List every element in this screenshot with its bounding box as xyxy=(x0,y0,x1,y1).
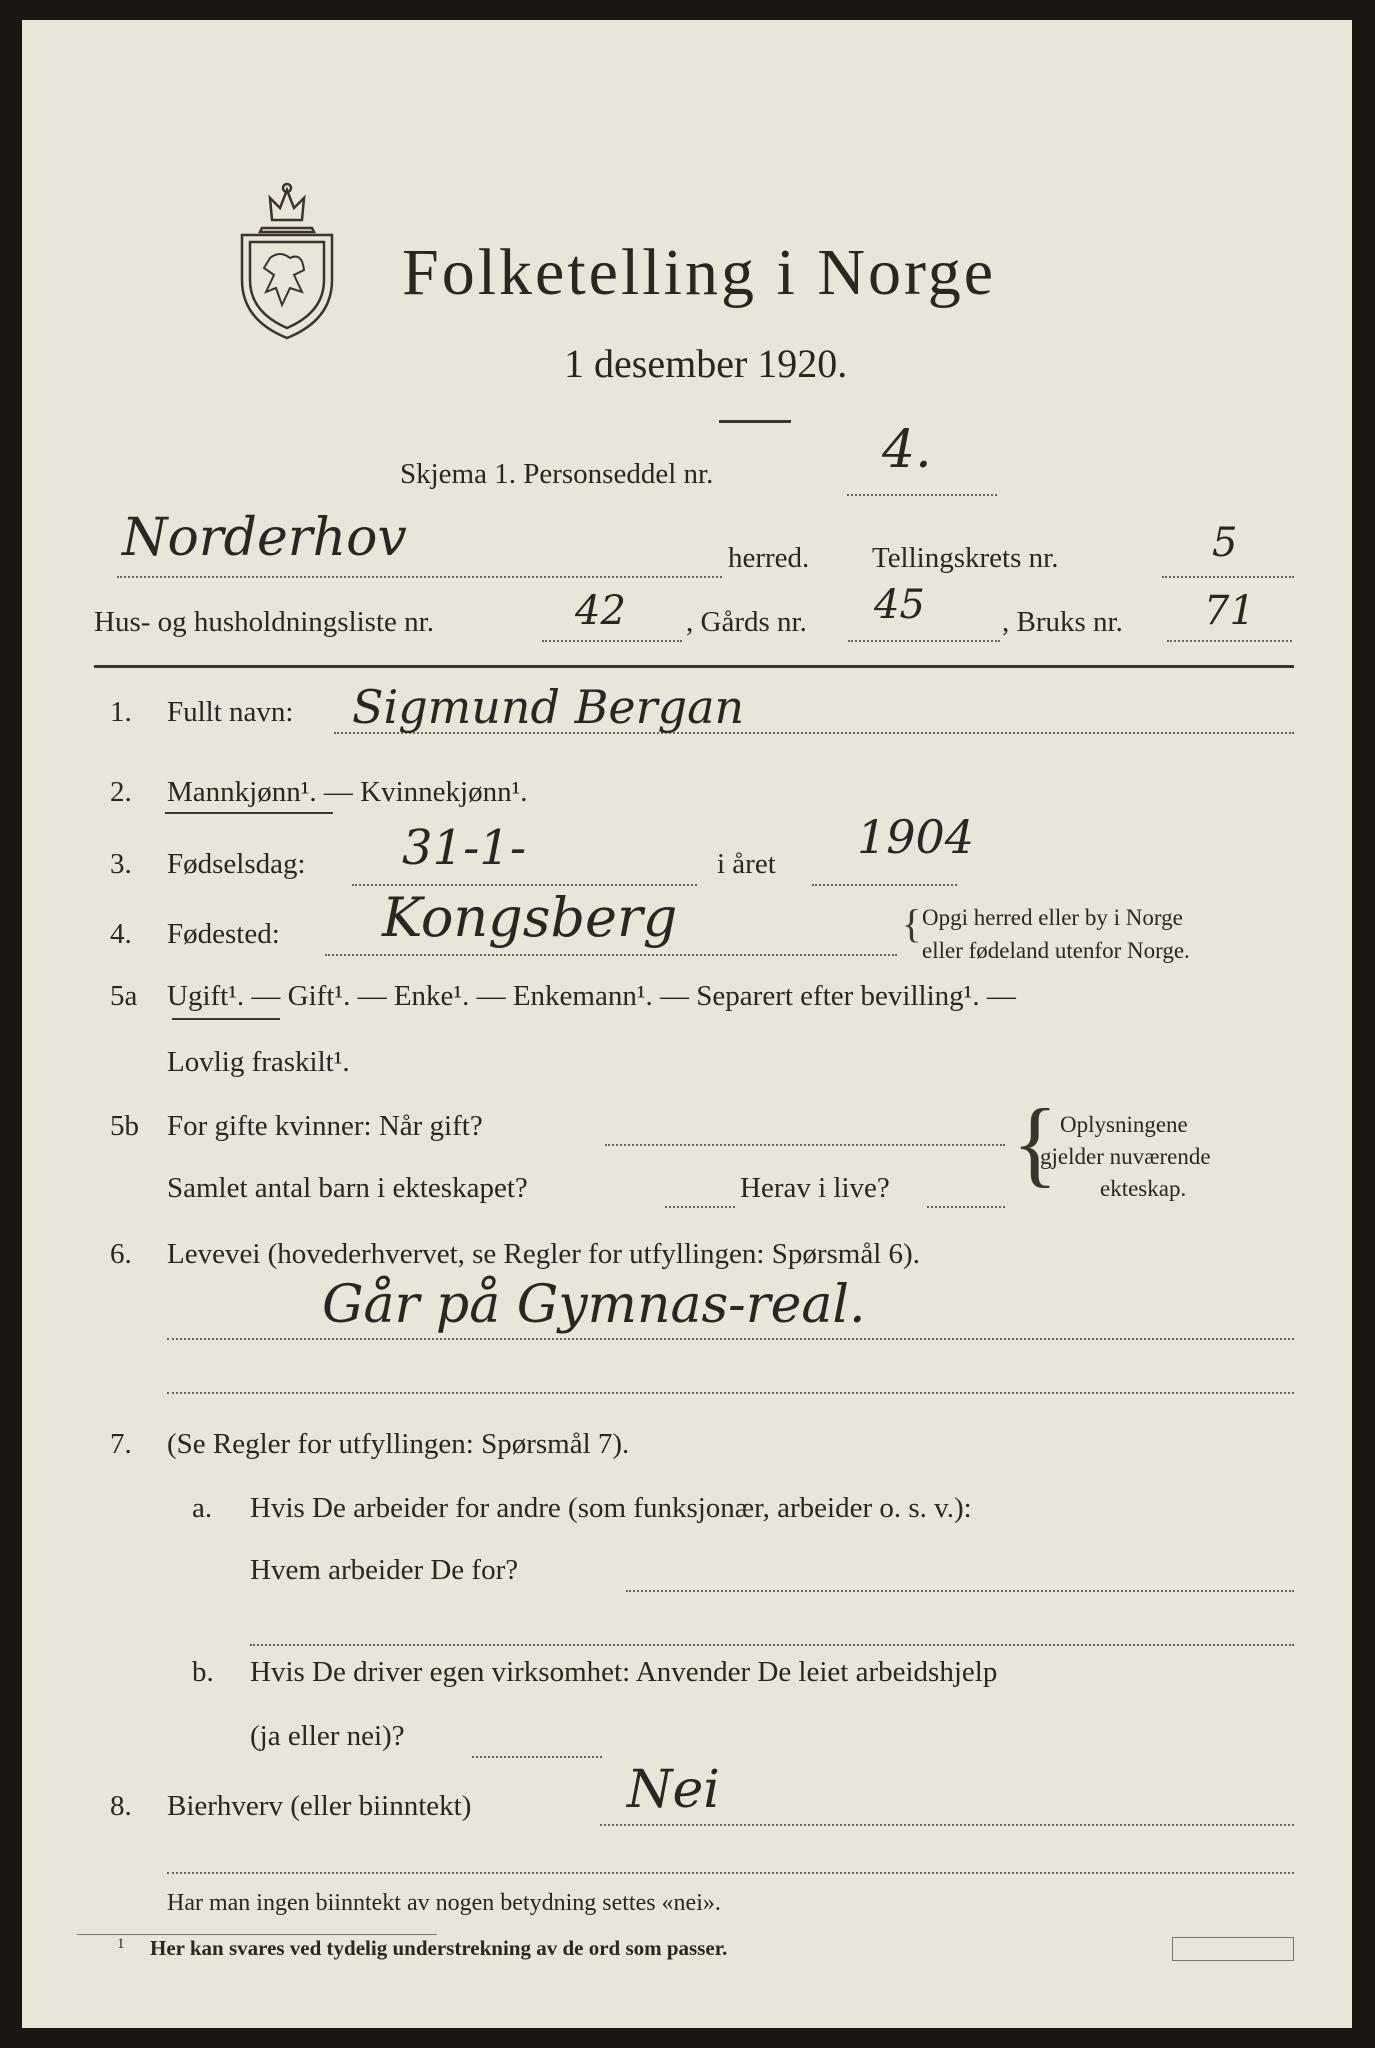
schema-label: Skjema 1. Personseddel nr. xyxy=(400,458,714,490)
side-income-field-line-2 xyxy=(167,1872,1294,1874)
side-income-field-line xyxy=(600,1824,1294,1826)
q7-label: (Se Regler for utfyllingen: Spørsmål 7). xyxy=(167,1428,630,1460)
husliste-label: Hus- og husholdningsliste nr. xyxy=(94,606,434,638)
q7a-letter: a. xyxy=(192,1492,213,1524)
marriage-note-line1: Oplysningene xyxy=(1060,1112,1188,1137)
ugift-underline xyxy=(172,1018,280,1020)
marriage-note-line2: gjelder nuværende xyxy=(1040,1144,1211,1169)
bruks-value: 71 xyxy=(1204,588,1255,634)
year-field-line xyxy=(812,884,957,886)
birthplace-field-line xyxy=(325,954,897,956)
q7b-letter: b. xyxy=(192,1656,214,1688)
husliste-value: 42 xyxy=(575,588,626,634)
income-note: Har man ingen biinntekt av nogen betydning settes «nei». xyxy=(167,1890,721,1916)
printer-mark-box xyxy=(1172,1937,1294,1961)
herred-value: Norderhov xyxy=(122,508,407,568)
q1-number: 1. xyxy=(110,696,132,728)
q2-label: Mannkjønn¹. — Kvinnekjønn¹. xyxy=(167,776,528,808)
married-when-field-line xyxy=(605,1144,1005,1146)
personseddel-field-line xyxy=(847,494,997,496)
q7-number: 7. xyxy=(110,1428,132,1460)
q3-label: Fødselsdag: xyxy=(167,848,306,880)
footnote-text: Her kan svares ved tydelig understrekning av de ord som passer. xyxy=(150,1936,728,1960)
herred-label: herred. xyxy=(728,542,810,574)
tellingskrets-field-line xyxy=(1162,576,1294,578)
q3-number: 3. xyxy=(110,848,132,880)
q7a-employer-label: Hvem arbeider De for? xyxy=(250,1554,519,1586)
q4-label: Fødested: xyxy=(167,918,280,950)
tellingskrets-value: 5 xyxy=(1212,520,1238,566)
q7b-label: Hvis De driver egen virksomhet: Anvender De leiet arbeidshjelp xyxy=(250,1656,998,1688)
alive-field-line xyxy=(927,1206,1005,1208)
q1-label: Fullt navn: xyxy=(167,696,294,728)
birthplace-value: Kongsberg xyxy=(382,886,678,949)
q4-number: 4. xyxy=(110,918,132,950)
occupation-field-line-1 xyxy=(167,1338,1294,1340)
birthplace-note-line2: eller fødeland utenfor Norge. xyxy=(922,938,1190,963)
q6-label: Levevei (hovederhvervet, se Regler for utfyllingen: Spørsmål 6). xyxy=(167,1238,920,1270)
year-label: i året xyxy=(717,848,776,880)
birthday-value: 31-1- xyxy=(402,820,527,876)
bruks-label: , Bruks nr. xyxy=(1002,606,1123,638)
hired-help-field-line xyxy=(472,1756,602,1758)
herred-field-line xyxy=(117,576,722,578)
marriage-note-line3: ekteskap. xyxy=(1100,1176,1187,1201)
q5b-alive-label: Herav i live? xyxy=(740,1172,890,1204)
form-title: Folketelling i Norge xyxy=(402,236,997,309)
q5b-label: For gifte kvinner: Når gift? xyxy=(167,1110,483,1142)
census-date: 1 desember 1920. xyxy=(564,341,848,386)
gards-field-line xyxy=(848,640,1000,642)
census-form-page xyxy=(22,20,1352,2028)
side-income-value: Nei xyxy=(627,1760,720,1820)
gards-value: 45 xyxy=(874,582,925,628)
personseddel-nr-value: 4. xyxy=(882,420,932,480)
marriage-note-brace: { xyxy=(1012,1089,1059,1196)
header-separator xyxy=(94,665,1294,668)
q5b-children-label: Samlet antal barn i ekteskapet? xyxy=(167,1172,528,1204)
children-field-line xyxy=(665,1206,735,1208)
bruks-field-line xyxy=(1167,640,1292,642)
q8-label: Bierhverv (eller biinntekt) xyxy=(167,1790,472,1822)
q6-number: 6. xyxy=(110,1238,132,1270)
q5a-label-line2: Lovlig fraskilt¹. xyxy=(167,1046,350,1078)
tellingskrets-label: Tellingskrets nr. xyxy=(872,542,1059,574)
birthplace-note-line1: Opgi herred eller by i Norge xyxy=(922,905,1183,930)
occupation-field-line-2 xyxy=(167,1392,1294,1394)
employer-field-line-2 xyxy=(250,1644,1294,1646)
husliste-field-line xyxy=(542,640,682,642)
q7b-yes-no-label: (ja eller nei)? xyxy=(250,1720,405,1752)
footnote-mark: 1 xyxy=(117,1936,125,1952)
birth-year-value: 1904 xyxy=(857,810,975,864)
q7a-label: Hvis De arbeider for andre (som funksjonær, arbeider o. s. v.): xyxy=(250,1492,972,1524)
employer-field-line xyxy=(626,1590,1294,1592)
gards-label: , Gårds nr. xyxy=(686,606,807,638)
q5b-number: 5b xyxy=(110,1110,139,1142)
occupation-value: Går på Gymnas-real. xyxy=(322,1275,866,1335)
full-name-value: Sigmund Bergan xyxy=(352,680,745,734)
q2-number: 2. xyxy=(110,776,132,808)
coat-of-arms-icon xyxy=(232,180,342,340)
title-divider xyxy=(719,420,791,423)
mannkjonn-underline xyxy=(165,812,333,814)
q5a-label: Ugift¹. — Gift¹. — Enke¹. — Enkemann¹. — Separert efter bevilling¹. — xyxy=(167,980,1016,1012)
q8-number: 8. xyxy=(110,1790,132,1822)
birthplace-note-brace: { xyxy=(902,901,922,946)
q5a-number: 5a xyxy=(110,980,138,1012)
footnote-separator xyxy=(77,1934,437,1935)
